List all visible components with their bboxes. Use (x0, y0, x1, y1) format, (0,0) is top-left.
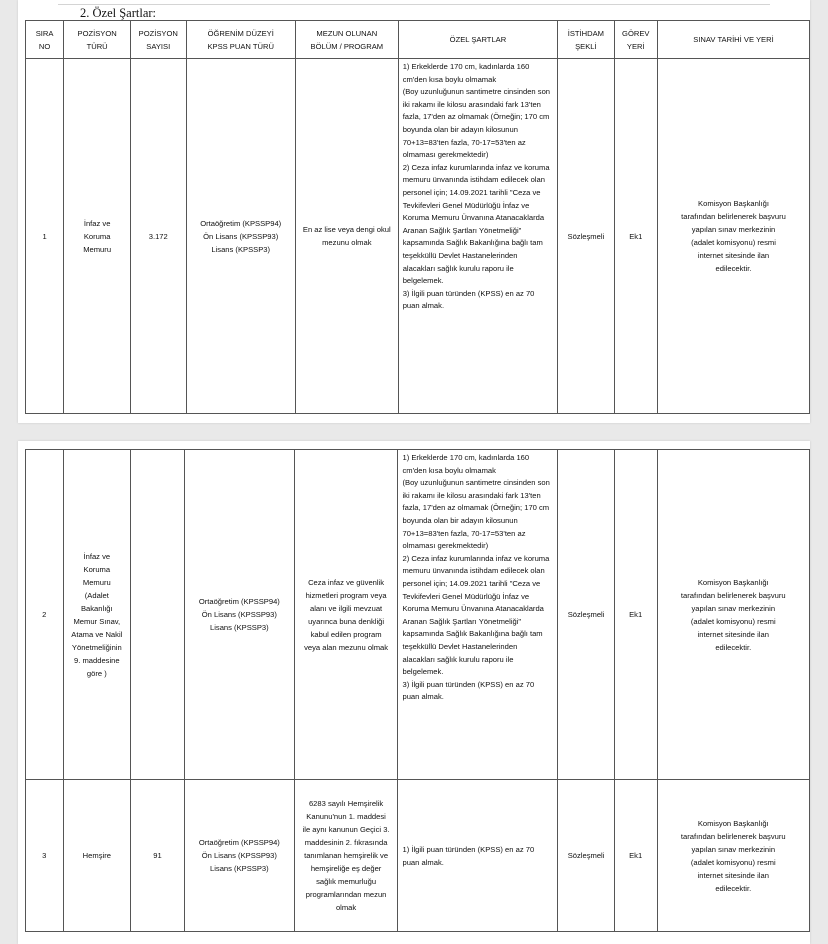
cell-exam: Komisyon Başkanlığı tarafından belirlenerek başvuru yapılan sınav merkezinin (adalet komisyonu) resmi internet sitesinde ilan edilecektir. (657, 59, 809, 414)
header-sira-no: SIRA NO (26, 21, 64, 59)
header-sinav-tarihi: SINAV TARİHİ VE YERİ (657, 21, 809, 59)
cell-count: 91 (131, 780, 185, 932)
header-pozisyon-sayisi: POZİSYON SAYISI (131, 21, 186, 59)
cell-exam: Komisyon Başkanlığı tarafından belirlenerek başvuru yapılan sınav merkezinin (adalet komisyonu) resmi internet sitesinde ilan edilecektir. (657, 450, 809, 780)
cell-position: İnfaz ve Koruma Memuru (Adalet Bakanlığı Memur Sınav, Atama ve Nakil Yönetmeliğinin 9. maddesine göre ) (63, 450, 130, 780)
table-row (26, 450, 810, 780)
page-2 (18, 441, 810, 944)
cell-no: 1 (26, 59, 64, 414)
cell-conditions: 1) Erkeklerde 170 cm, kadınlarda 160 cm'den kısa boylu olmamak (Boy uzunluğunun santimetre cinsinden son iki rakamı ile kilosu arasındaki fark 13'ten fazla, 17'den az olmamak (Örneğin; 170 cm boyunda olan bir adayın kilosunun 70+13=83'ten fazla, 70-17=53'ten az olmaması gerekmektedir) 2) Ceza infaz kurumlarında infaz ve koruma memuru ünvanında istihdam edilecek olan personel için; 14.09.2021 tarihli "Ceza ve Tevkifevleri Genel Müdürlüğü İnfaz ve Koruma Memuru Ünvanına Atanacaklarda Aranan Sağlık Şartları Yönetmeliği" kapsamında Sağlık Bakanlığına bağlı tam teşekküllü Devlet Hastanelerinden alacakları sağlık kurulu raporu ile belgelemek. 3) İlgili puan türünden (KPSS) en az 70 puan almak. (398, 450, 558, 780)
cell-employment: Sözleşmeli (558, 59, 614, 414)
table-row (26, 59, 810, 414)
cell-no: 2 (26, 450, 64, 780)
table-row (26, 780, 810, 932)
cell-position: Hemşire (63, 780, 130, 932)
header-mezun-bolum: MEZUN OLUNAN BÖLÜM / PROGRAM (295, 21, 398, 59)
cell-conditions: 1) Erkeklerde 170 cm, kadınlarda 160 cm'den kısa boylu olmamak (Boy uzunluğunun santimetre cinsinden son iki rakamı ile kilosu arasındaki fark 13'ten fazla, 17'den az olmamak (Örneğin; 170 cm boyunda olan bir adayın kilosunun 70+13=83'ten fazla, 70-17=53'ten az olmaması gerekmektedir) 2) Ceza infaz kurumlarında infaz ve koruma memuru ünvanında istihdam edilecek olan personel için; 14.09.2021 tarihli "Ceza ve Tevkifevleri Genel Müdürlüğü İnfaz ve Koruma Memuru Ünvanına Atanacaklarda Aranan Sağlık Şartları Yönetmeliği" kapsamında Sağlık Bakanlığına bağlı tam teşekküllü Devlet Hastanelerinden alacakları sağlık kurulu raporu ile belgelemek. 3) İlgili puan türünden (KPSS) en az 70 puan almak. (398, 59, 558, 414)
header-pozisyon-turu: POZİSYON TÜRÜ (64, 21, 131, 59)
cell-education: Ortaöğretim (KPSSP94) Ön Lisans (KPSSP93) Lisans (KPSSP3) (184, 450, 294, 780)
cell-duty: Ek1 (614, 780, 657, 932)
conditions-table-2 (25, 449, 810, 932)
cell-duty: Ek1 (614, 450, 657, 780)
cell-exam: Komisyon Başkanlığı tarafından belirlenerek başvuru yapılan sınav merkezinin (adalet komisyonu) resmi internet sitesinde ilan edilecektir. (657, 780, 809, 932)
cell-duty: Ek1 (614, 59, 657, 414)
conditions-table-1 (25, 20, 810, 414)
page-1 (18, 0, 810, 423)
cut-off-text-line (58, 0, 770, 5)
header-istihdam-sekli: İSTİHDAM ŞEKLİ (558, 21, 614, 59)
cell-employment: Sözleşmeli (558, 780, 614, 932)
cell-education: Ortaöğretim (KPSSP94) Ön Lisans (KPSSP93) Lisans (KPSSP3) (186, 59, 295, 414)
cell-count (131, 450, 185, 780)
cell-position: İnfaz ve Koruma Memuru (64, 59, 131, 414)
section-heading: 2. Özel Şartlar: (80, 6, 157, 20)
header-ozel-sartlar: ÖZEL ŞARTLAR (398, 21, 558, 59)
table-header-row (26, 21, 810, 59)
cell-program: 6283 sayılı Hemşirelik Kanunu'nun 1. maddesi ile aynı kanunun Geçici 3. maddesinin 2. fıkrasında tanımlanan hemşirelik ve hemşireliğe eş değer sağlık memurluğu programlarından mezun olmak (294, 780, 398, 932)
cell-count: 3.172 (131, 59, 186, 414)
cell-conditions: 1) İlgili puan türünden (KPSS) en az 70 puan almak. (398, 780, 558, 932)
cell-program: Ceza infaz ve güvenlik hizmetleri program veya alanı ve ilgili mevzuat uyarınca buna denkliği kabul edilen program veya alan mezunu olmak (294, 450, 398, 780)
header-ogrenim-duzeyi: ÖĞRENİM DÜZEYİ KPSS PUAN TÜRÜ (186, 21, 295, 59)
cell-employment: Sözleşmeli (558, 450, 614, 780)
header-gorev-yeri: GÖREV YERİ (614, 21, 657, 59)
cell-education: Ortaöğretim (KPSSP94) Ön Lisans (KPSSP93) Lisans (KPSSP3) (184, 780, 294, 932)
cell-program: En az lise veya dengi okul mezunu olmak (295, 59, 398, 414)
cell-no: 3 (26, 780, 64, 932)
